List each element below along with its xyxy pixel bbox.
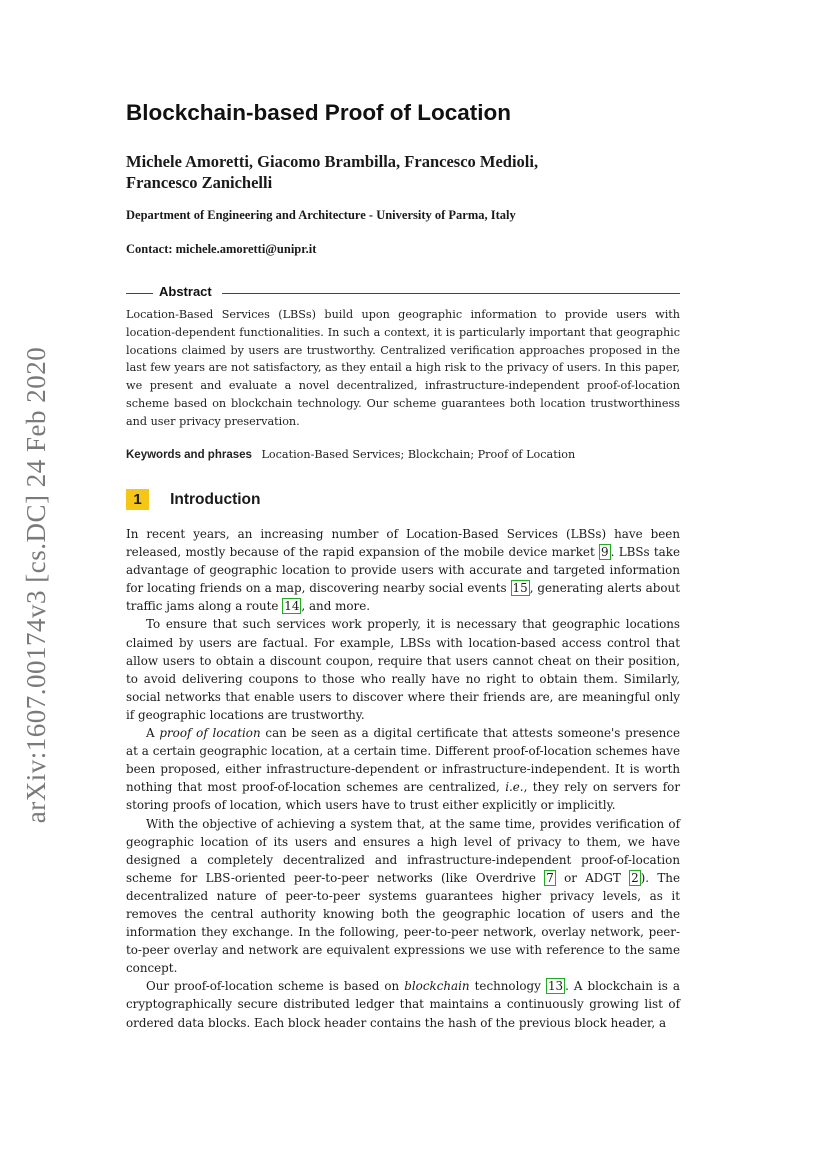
text-run: A bbox=[146, 726, 160, 741]
keywords bbox=[126, 448, 680, 461]
abstract-heading-label: Abstract bbox=[159, 284, 218, 299]
author-line-2: Francesco Zanichelli bbox=[126, 173, 273, 192]
text-run: In recent years, an increasing number of Location-Based Services (LBSs) have been released, mostly because of the rapid expansion of the mobile device market bbox=[126, 527, 680, 560]
text-run: technology bbox=[469, 979, 546, 994]
arxiv-identifier: arXiv:1607.00174v3 [cs.DC] 24 Feb 2020 bbox=[21, 346, 51, 824]
abstract-heading bbox=[126, 284, 680, 302]
author-line-1: Michele Amoretti, Giacomo Brambilla, Francesco Medioli, bbox=[126, 152, 539, 171]
introduction-body bbox=[126, 525, 680, 1032]
keywords-label: Keywords and phrases bbox=[126, 449, 252, 461]
text-run: Our proof-of-location scheme is based on bbox=[146, 979, 405, 994]
text-run: . LBSs take advantage of geographic location to provide users with accurate and targeted information for locating friends on a map, discovering nearby social events bbox=[126, 545, 680, 596]
abstract-text: Location-Based Services (LBSs) build upon geographic information to provide users with location-dependent functionalities. In such a context, it is particularly important that geographic locations claimed by users are trustworthy. Centralized verification approaches proposed in the last few years are not satisfactory, as they entail a high risk to the privacy of users. In this paper, we present and evaluate a novel decentralized, infrastructure-independent proof-of-location scheme based on blockchain technology. Our scheme guarantees both location trustworthiness and user privacy preservation. bbox=[126, 308, 680, 428]
affiliation: Department of Engineering and Architecture - University of Parma, Italy bbox=[126, 208, 516, 222]
emphasis: blockchain bbox=[404, 979, 470, 994]
emphasis: proof of location bbox=[159, 726, 261, 741]
paragraph-5 bbox=[126, 977, 680, 1031]
keywords-text: Location-Based Services; Blockchain; Proof of Location bbox=[261, 448, 576, 461]
paragraph-4 bbox=[126, 815, 680, 978]
text-run: , generating alerts about traffic jams along a route bbox=[126, 581, 680, 614]
text-run: ). The decentralized nature of peer-to-peer systems guarantees higher privacy levels, as it removes the central authority knowing both the geographic location of users and the information they exchange. In the following, peer-to-peer network, overlay network, peer-to-peer overlay and network are equivalent expressions we use with reference to the same concept. bbox=[126, 870, 681, 976]
section-heading bbox=[126, 489, 261, 511]
text-run: can be seen as a digital certificate that attests someone's presence at a certain geographic location, at a certain time. Different proof-of-location schemes have been proposed, either infrastructure-dependent or infrastructure-independent. It is worth nothing that most proof-of-location schemes are centralized, bbox=[126, 726, 680, 795]
citation-link[interactable]: 15 bbox=[512, 581, 528, 596]
paper-title: Blockchain-based Proof of Location bbox=[126, 100, 512, 125]
citation-link[interactable]: 14 bbox=[284, 599, 300, 614]
abstract-rule-right bbox=[222, 293, 680, 294]
abstract-rule-left bbox=[126, 293, 153, 294]
text-run: or ADGT bbox=[555, 870, 630, 885]
text-run: , and more. bbox=[301, 599, 371, 614]
paragraph-3 bbox=[126, 724, 680, 814]
contact-email: Contact: michele.amoretti@unipr.it bbox=[126, 242, 317, 256]
citation-link[interactable]: 2 bbox=[631, 870, 639, 885]
section-title: Introduction bbox=[170, 490, 261, 508]
emphasis: i.e. bbox=[505, 780, 524, 795]
author-list bbox=[126, 151, 686, 193]
paragraph-2: To ensure that such services work properly, it is necessary that geographic locations claimed by users are factual. For example, LBSs with location-based access control that allow users to obtain a discount coupon, require that users cannot cheat on their position, to avoid delivering coupons to those who really have no right to obtain them. Similarly, social networks that enable users to discover where their friends are, are meaningful only if geographic locations are trustworthy. bbox=[126, 617, 680, 722]
section-number-badge: 1 bbox=[126, 489, 149, 510]
citation-link[interactable]: 9 bbox=[601, 545, 609, 560]
text-run: With the objective of achieving a system that, at the same time, provides verification of geographic location of its users and ensures a high level of privacy to them, we have designed a completely decentralized and infrastructure-independent proof-of-location scheme for LBS-oriented peer-to-peer networks (like Overdrive bbox=[126, 816, 680, 885]
text-run: , they rely on servers for storing proofs of location, which users have to trust either explicitly or implicitly. bbox=[126, 780, 680, 813]
citation-link[interactable]: 13 bbox=[547, 979, 564, 994]
citation-link[interactable]: 7 bbox=[546, 870, 554, 885]
paragraph-1 bbox=[126, 525, 680, 615]
text-run: . A blockchain is a cryptographically secure distributed ledger that maintains a continuously growing list of ordered data blocks. Each block header contains the hash of the previous block header, a bbox=[126, 979, 680, 1030]
